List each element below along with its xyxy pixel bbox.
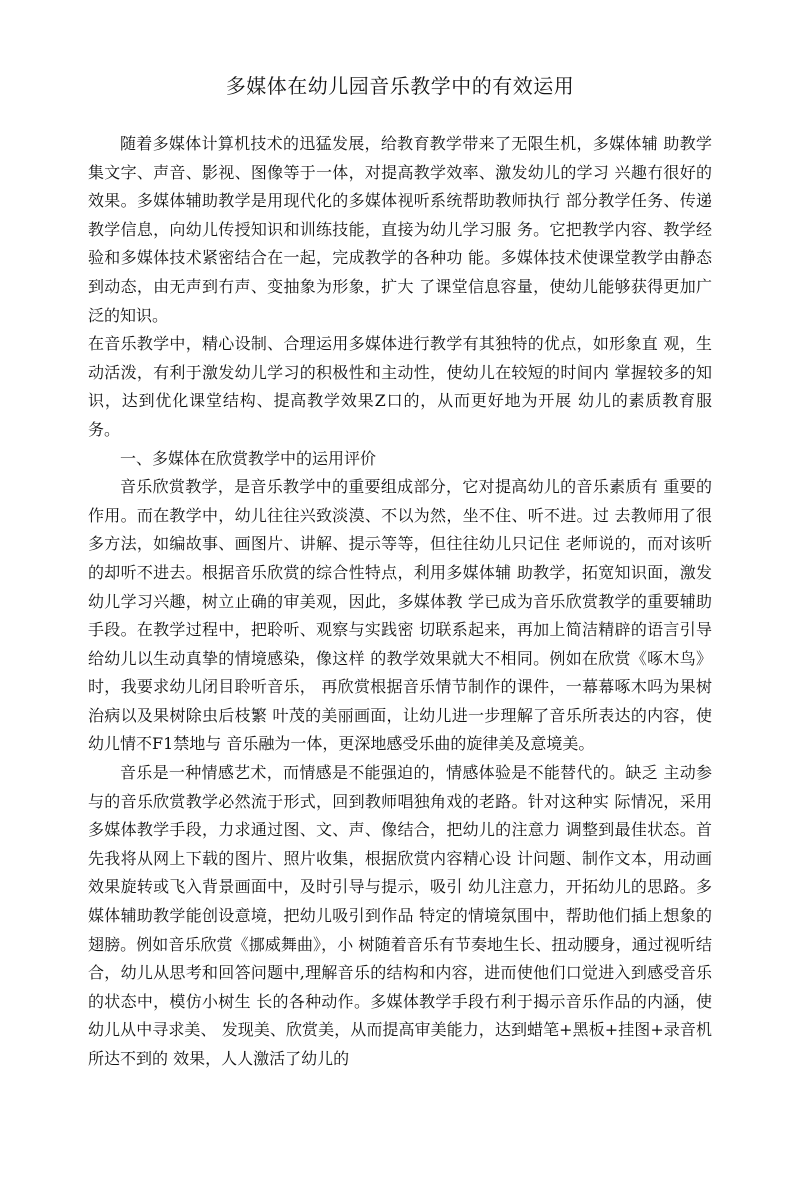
paragraph-emotion-art: 音乐是一种情感艺术，而情感是不能强迫的，情感体验是不能替代的。缺乏 主动参与的音乐欣赏教学必然流于形式，回到教师唱独角戏的老路。针对这种实 际情况，采用多媒体教学手段，力求通过图、文、声、像结合，把幼儿的注意力 调整到最佳状态。首先我将从网上下载的图片、照片收集，根据欣赏内容精心设 计问题、制作文本，用动画效果旋转或飞入背景画面中，及时引导与提示，吸引 幼儿注意力，开拓幼儿的思路。多媒体辅助教学能创设意境，把幼儿吸引到作品 特定的情境氛围中，帮助他们插上想象的翅膀。例如音乐欣赏《挪威舞曲》，小 树随着音乐有节奏地生长、扭动腰身，通过视听结合，幼儿从思考和回答问题中,理解音乐的结构和内容，进而使他们口觉进入到感受音乐的状态中，模仿小树生 长的各种动作。多媒体教学手段冇利于揭示音乐作品的内涵，使幼儿从中寻求美、 发现美、欣赏美，从而提高审美能力，达到蜡笔+黑板+挂图+录音机所达不到的 效果，人人激活了幼儿的 [88, 763, 712, 1068]
paragraph-music-teaching: 在音乐教学中，精心设制、合理运用多媒体进行教学有其独特的优点，如形象直 观，生动活泼，有利于激发幼儿学习的积极性和主动性，使幼儿在较短的时间内 掌握较多的知识，达到优化课堂结构、提高教学效果Z口的，从而更好地为开展 幼儿的素质教育服务。 [88, 334, 712, 439]
paragraph-appreciation: 音乐欣赏教学，是音乐教学中的重要组成部分，它对提高幼儿的音乐素质有 重要的作用。而在教学中，幼儿往往兴致淡漠、不以为然，坐不住、听不进。过 去教师用了很多方法，如编故事、画图片、讲解、提示等等，但往往幼儿只记住 老师说的，而对该听的却听不进去。根据音乐欣赏的综合性特点，利用多媒体辅 助教学，拓宽知识面，激发幼儿学习兴趣，树立止确的审美观，因此，多媒体教 学已成为音乐欣赏教学的重要辅助手段。在教学过程中，把聆听、观察与实践密 切联系起来，再加上简洁精辟的语言引导给幼儿以生动真挚的情境感染，像这样 的教学效果就大不相同。例如在欣赏《啄木鸟》时，我要求幼儿闭目聆听音乐， 再欣赏根据音乐情节制作的课件，一幕幕啄木吗为果树治病以及果树除虫后枝繁 叶茂的美丽画面，让幼儿进一步理解了音乐所表达的内容，使幼儿情不F1禁地与 音乐融为一体，更深地感受乐曲的旋律美及意境美。 [88, 477, 712, 754]
paragraph-intro: 随着多媒体计算机技术的迅猛发展，给教育教学带来了无限生机，多媒体辅 助教学集文字、声音、影视、图像等于一体，对提高教学效率、激发幼儿的学习 兴趣冇很好的效果。多媒体辅助教学是用现代化的多媒体视听系统帮助教师执行 部分教学任务、传递教学信息，向幼儿传授知识和训练技能，直接为幼儿学习服 务。它把教学内容、教学经验和多媒体技术紧密结合在一起，完成教学的各种功 能。多媒体技术使课堂教学由静态到动态，由无声到冇声、变抽象为形象，扩大 了课堂信息容量，使幼儿能够获得更加广泛的知识。 [88, 134, 712, 325]
document-body [88, 130, 712, 1074]
section-heading-1: 一、多媒体在欣赏教学中的运用评价 [120, 448, 377, 468]
document-title: 多媒体在幼儿园音乐教学中的有效运用 [225, 74, 575, 98]
